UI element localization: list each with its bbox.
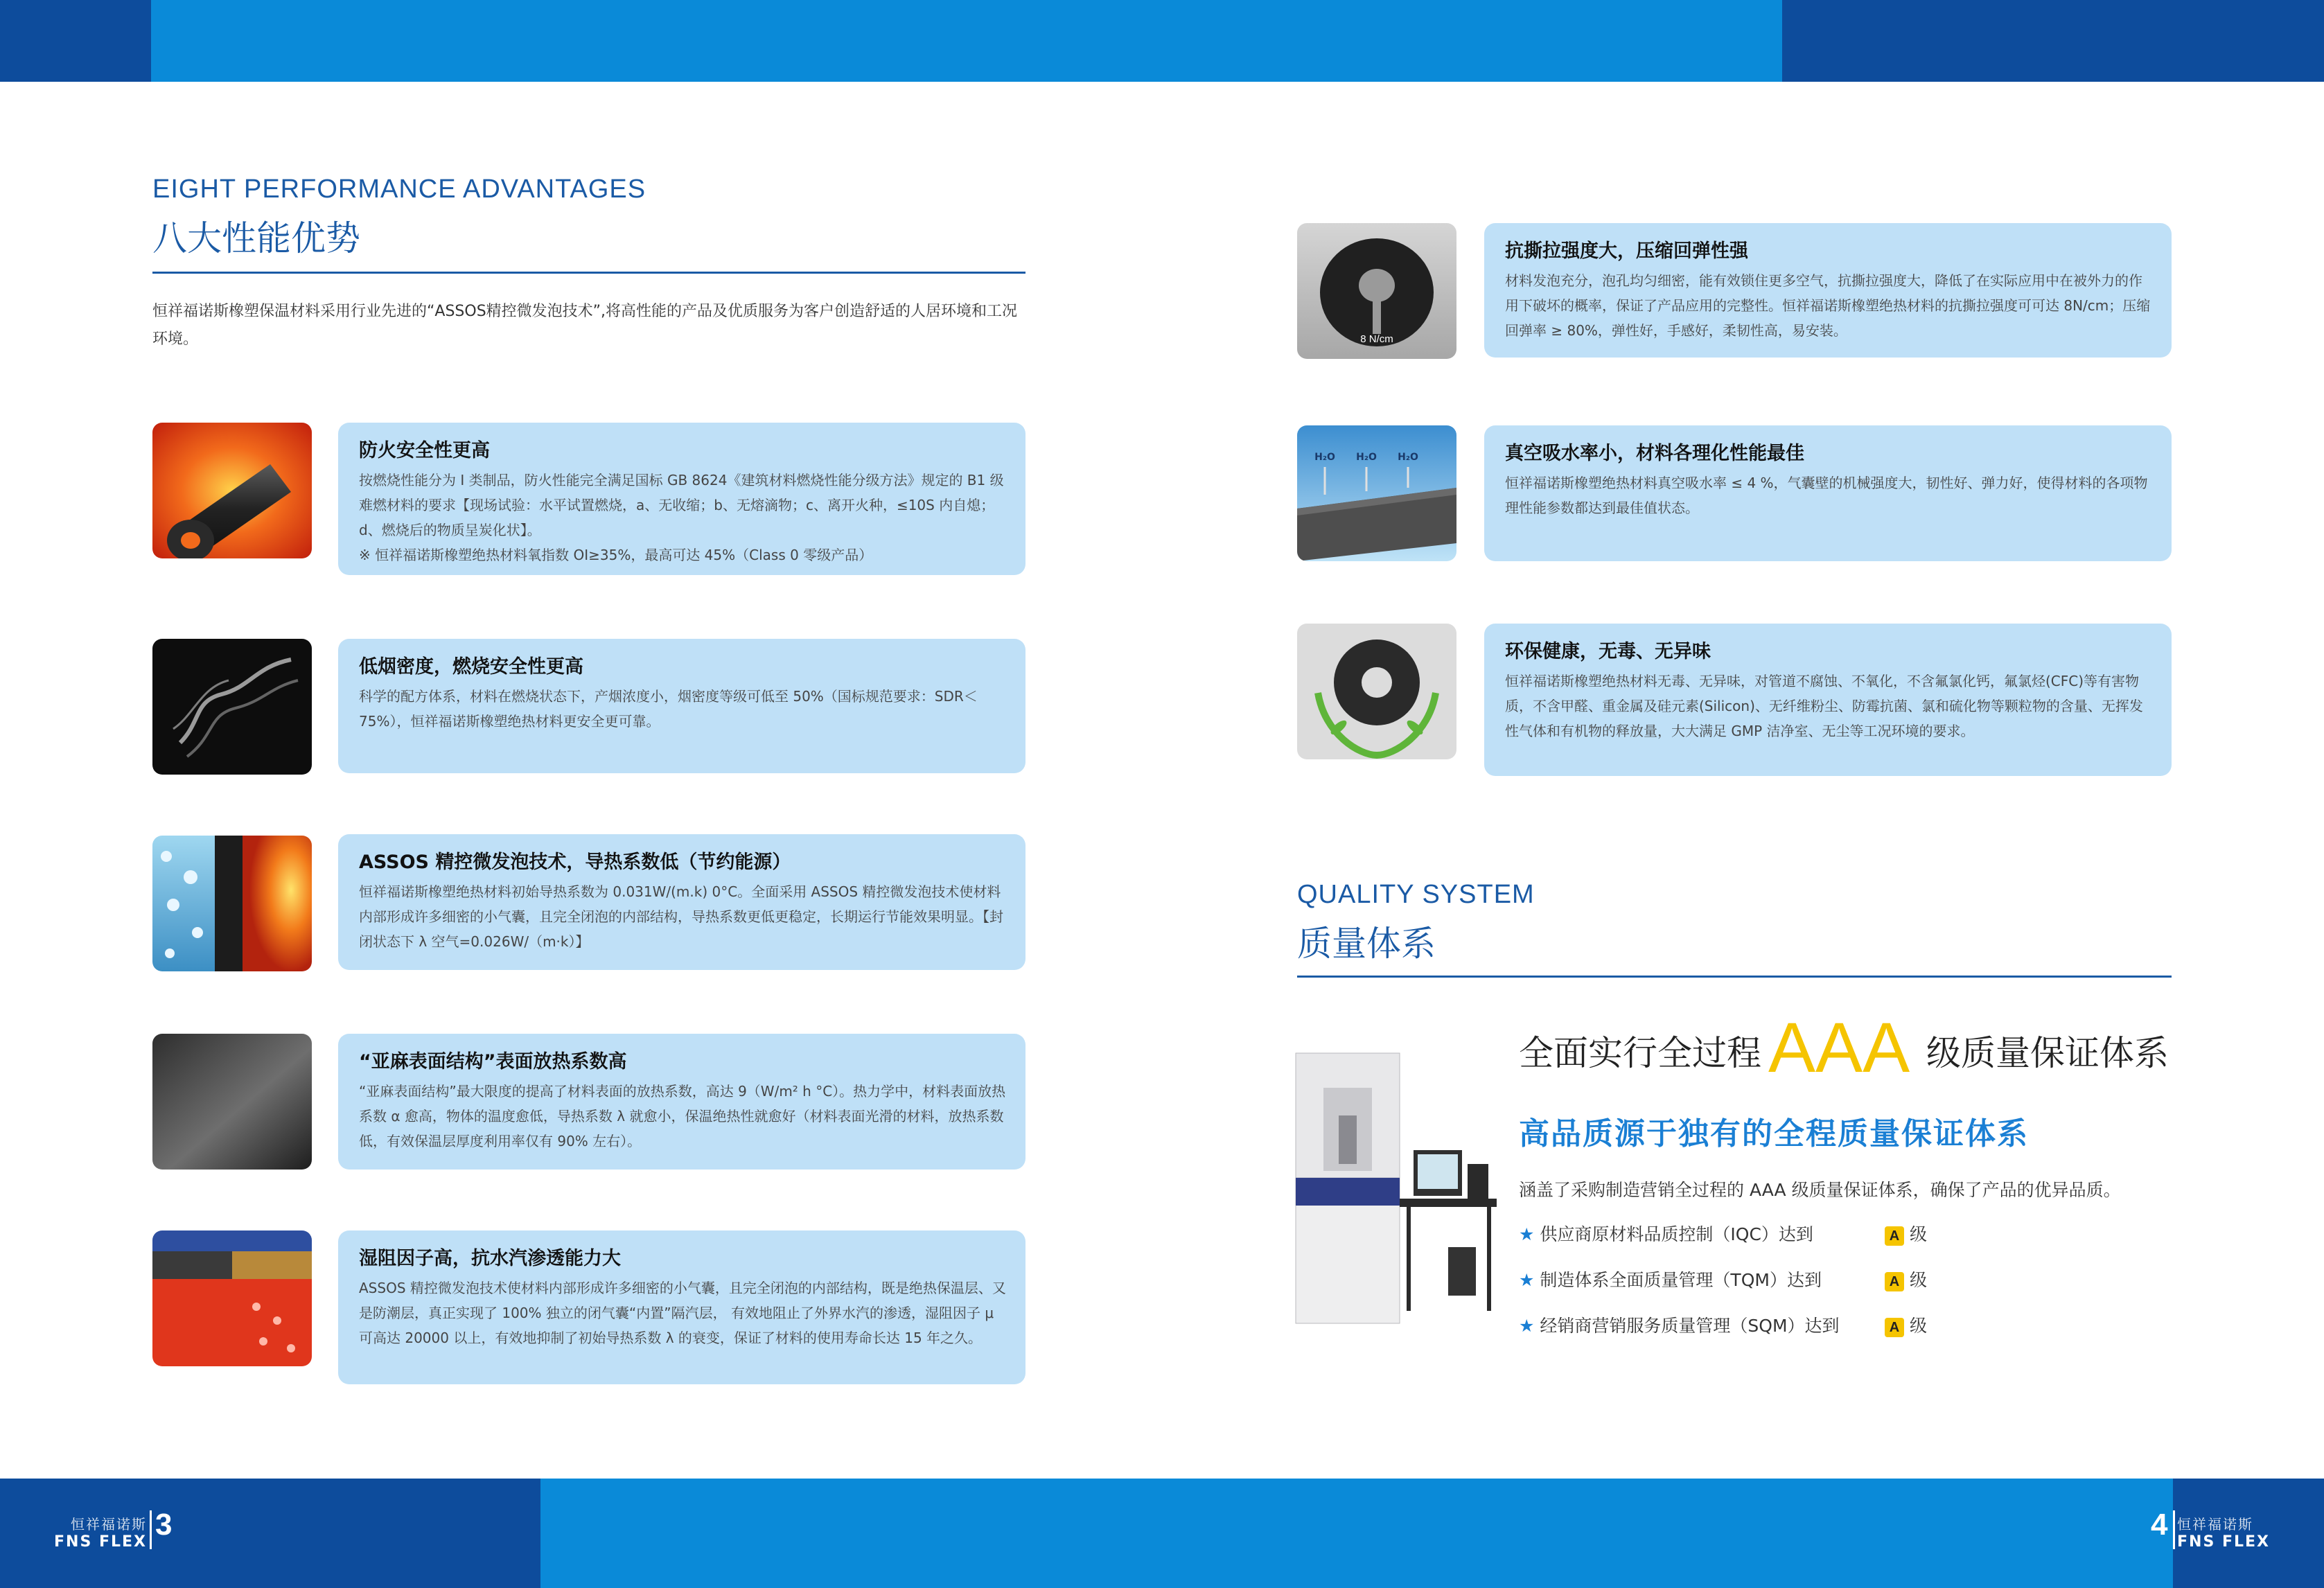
feature-card-water	[1484, 425, 2172, 561]
quality-heading-en: QUALITY SYSTEM	[1297, 880, 1535, 909]
feature-title: 低烟密度，燃烧安全性更高	[359, 656, 583, 678]
quality-item	[1519, 1221, 1813, 1246]
feature-title: ASSOS 精控微发泡技术，导热系数低（节约能源）	[359, 852, 791, 873]
quality-heading-cn: 质量体系	[1297, 924, 1436, 964]
quality-headline-post: 级质量保证体系	[1926, 1033, 2169, 1073]
star-icon: ★	[1519, 1224, 1535, 1244]
brand-right	[2177, 1513, 2281, 1551]
quality-item-label: 制造体系全面质量管理（TQM）达到	[1540, 1270, 1822, 1290]
grade-suffix: 级	[1910, 1316, 1928, 1336]
brand-en: FNS FLEX	[2177, 1533, 2270, 1551]
feature-text: 恒祥福诺斯橡塑绝热材料初始导热系数为 0.031W/(m.k) 0°C。全面采用 ASSOS 精控微发泡技术使材料内部形成许多细密的小气囊，且完全闭泡的内部结构，导热系数更低更稳定，长期运行节能效果明显。【封闭状态下 λ 空气=0.026W/（m·k）】	[359, 883, 1003, 950]
top-band-right-block	[1782, 0, 2324, 82]
h2o-label: H₂O	[1398, 452, 1418, 463]
feature-title: 湿阻因子高，抗水汽渗透能力大	[359, 1248, 621, 1269]
water-absorption-image	[1297, 425, 1456, 561]
feature-card-fire	[338, 423, 1025, 575]
feature-text: 科学的配方体系，材料在燃烧状态下，产烟浓度小，烟密度等级可低至 50%（国标规范要求：SDR＜75%），恒祥福诺斯橡塑绝热材料更安全更可靠。	[359, 688, 978, 730]
feature-title: 抗撕拉强度大，压缩回弹性强	[1505, 240, 1748, 262]
brand-left	[50, 1513, 147, 1551]
section-heading-en: EIGHT PERFORMANCE ADVANTAGES	[152, 175, 646, 204]
feature-card-eco	[1484, 624, 2172, 776]
bottom-band	[0, 1479, 2324, 1588]
top-band	[0, 0, 2324, 82]
feature-card-assos	[338, 834, 1025, 970]
feature-text: 按燃烧性能分为 I 类制品，防火性能完全满足国标 GB 8624《建筑材料燃烧性能分级方法》规定的 B1 级难燃材料的要求【现场试验：水平试置燃烧，a、无收缩；b、无熔滴物；c、离开火种，≤10S 内自熄； d、燃烧后的物质呈炭化状】。	[359, 472, 1004, 538]
grade-badge: A	[1885, 1226, 1904, 1246]
feature-title: 环保健康，无毒、无异味	[1505, 641, 1711, 662]
quality-grade	[1885, 1312, 1927, 1337]
intro-paragraph: 恒祥福诺斯橡塑保温材料采用行业先进的“ASSOS精控微发泡技术”,将高性能的产品及优质服务为客户创造舒适的人居环境和工况环境。	[152, 303, 1018, 348]
feature-text: “亚麻表面结构”最大限度的提高了材料表面的放热系数，高达 9（W/m² h °C）。热力学中，材料表面放热系数 α 愈高，物体的温度愈低，导热系数 λ 就愈小，保温绝热性就愈好（材料表面光滑的材料，放热系数低，有效保温层厚度利用率仅有 90% 左右）。	[359, 1083, 1006, 1149]
grade-badge: A	[1885, 1272, 1904, 1291]
section-rule	[152, 272, 1025, 274]
feature-title: 防火安全性更高	[359, 440, 490, 461]
smoke-image	[152, 639, 312, 775]
page-number-right: 4	[2151, 1508, 2168, 1542]
tube-cross-section-image	[1297, 223, 1456, 359]
quality-item	[1519, 1267, 1822, 1291]
feature-card-moisture	[338, 1230, 1025, 1384]
feature-card-tear	[1484, 223, 2172, 358]
page-divider	[2173, 1510, 2175, 1549]
feature-card-surface	[338, 1034, 1025, 1170]
moisture-barrier-image	[152, 1230, 312, 1366]
quality-grade	[1885, 1267, 1927, 1291]
fire-image	[152, 423, 312, 558]
brand-cn: 恒祥福诺斯	[71, 1516, 147, 1533]
quality-item	[1519, 1312, 1840, 1337]
quality-description: 涵盖了采购制造营销全过程的 AAA 级质量保证体系，确保了产品的优异品质。	[1519, 1180, 2121, 1200]
quality-subheadline: 高品质源于独有的全程质量保证体系	[1519, 1116, 2029, 1152]
quality-item-label: 经销商营销服务质量管理（SQM）达到	[1540, 1316, 1840, 1336]
quality-headline-pre: 全面实行全过程	[1519, 1033, 1761, 1073]
feature-text: ASSOS 精控微发泡技术使材料内部形成许多细密的小气囊，且完全闭泡的内部结构，既是绝热保温层、又是防潮层，真正实现了 100% 独立的闭气囊“内置”隔汽层， 有效地阻止了外界水汽的渗透，湿阻因子 μ 可高达 20000 以上，有效地抑制了初始导热系数 λ 的衰变，保证了材料的使用寿命长达 15 年之久。	[359, 1280, 1006, 1346]
top-band-left-block	[0, 0, 151, 82]
feature-text: 恒祥福诺斯橡塑绝热材料真空吸水率 ≤ 4 %，气囊壁的机械强度大，韧性好、弹力好，使得材料的各项物理性能参数都达到最佳值状态。	[1505, 475, 2148, 516]
feature-title: “亚麻表面结构”表面放热系数高	[359, 1051, 627, 1073]
surface-texture-image	[152, 1034, 312, 1170]
eco-tube-image	[1297, 624, 1456, 759]
quality-rule	[1297, 976, 2172, 978]
insulation-layer-image	[152, 836, 312, 971]
quality-item-label: 供应商原材料品质控制（IQC）达到	[1540, 1224, 1813, 1244]
star-icon: ★	[1519, 1270, 1535, 1290]
feature-card-smoke	[338, 639, 1025, 773]
page-number-left: 3	[155, 1508, 173, 1542]
quality-grade	[1885, 1221, 1927, 1246]
feature-text: 恒祥福诺斯橡塑绝热材料无毒、无异味，对管道不腐蚀、不氧化，不含氟氯化钙，氟氯烃(CFC)等有害物质，不含甲醛、重金属及硅元素(Silicon)、无纤维粉尘、防霉抗菌、氯和硫化物等颗粒物的含量、无挥发性气体和有机物的释放量，大大满足 GMP 洁净室、无尘等工况环境的要求。	[1505, 673, 2143, 739]
feature-text: 材料发泡充分，泡孔均匀细密，能有效锁住更多空气，抗撕拉强度大，降低了在实际应用中在被外力的作用下破坏的概率，保证了产品应用的完整性。恒祥福诺斯橡塑绝热材料的抗撕拉强度可可达 8N/cm；压缩回弹率 ≥ 80%，弹性好，手感好，柔韧性高，易安装。	[1505, 272, 2151, 339]
page-divider	[150, 1510, 152, 1549]
quality-headline-aaa: AAA	[1768, 1008, 1910, 1087]
feature-note: ※ 恒祥福诺斯橡塑绝热材料氧指数 OI≥35%，最高可达 45%（Class 0 零级产品）	[359, 547, 873, 563]
brand-cn: 恒祥福诺斯	[2177, 1516, 2253, 1533]
section-heading-cn: 八大性能优势	[152, 218, 360, 258]
feature-title: 真空吸水率小，材料各理化性能最佳	[1505, 443, 1804, 464]
grade-badge: A	[1885, 1318, 1904, 1337]
h2o-label: H₂O	[1356, 452, 1377, 463]
brand-en: FNS FLEX	[54, 1533, 147, 1551]
h2o-label: H₂O	[1314, 452, 1335, 463]
grade-suffix: 级	[1910, 1270, 1928, 1290]
grade-suffix: 级	[1910, 1224, 1928, 1244]
image-label: 8 N/cm	[1360, 333, 1393, 345]
star-icon: ★	[1519, 1316, 1535, 1336]
lab-machine-image	[1289, 1039, 1504, 1344]
